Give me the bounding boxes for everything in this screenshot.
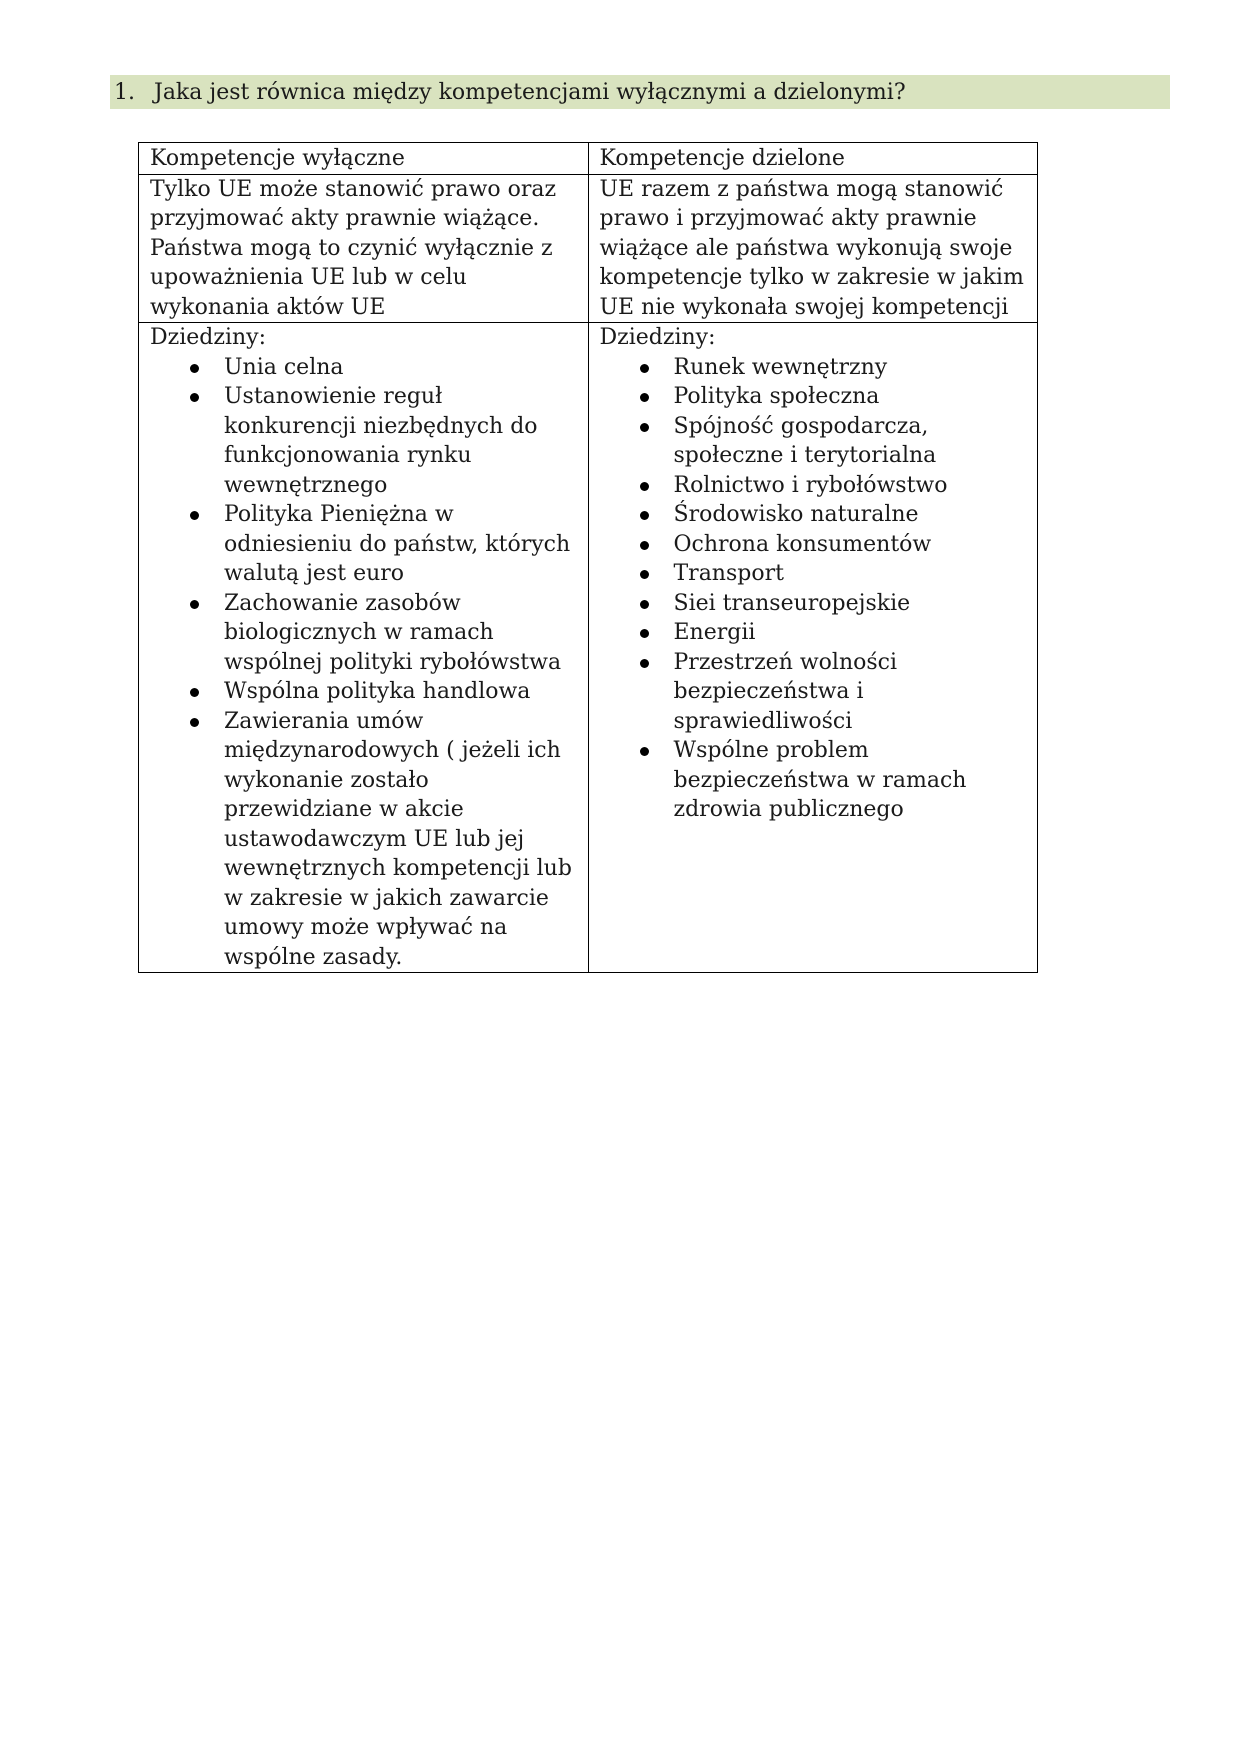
question-number: 1.: [114, 79, 135, 105]
list-item: Runek wewnętrzny: [600, 353, 1028, 383]
list-item: Przestrzeń wolności bezpieczeństwa i sprawiedliwości: [600, 648, 1028, 737]
header-exclusive: Kompetencje wyłączne: [139, 143, 589, 175]
exclusive-domains-list: [150, 353, 578, 973]
list-item: Ustanowienie reguł konkurencji niezbędnych do funkcjonowania rynku wewnętrznego: [150, 382, 578, 500]
description-shared: UE razem z państwa mogą stanowić prawo i przyjmować akty prawnie wiążące ale państwa wykonują swoje kompetencje tylko w zakresie w jakim UE nie wykonała swojej kompetencji: [588, 174, 1038, 323]
list-item: Spójność gospodarcza, społeczne i terytorialna: [600, 412, 1028, 471]
domains-row: [139, 323, 1038, 973]
list-item: Ochrona konsumentów: [600, 530, 1028, 560]
list-item: Energii: [600, 618, 1028, 648]
domains-label: Dziedziny:: [150, 325, 267, 350]
list-item: Transport: [600, 559, 1028, 589]
list-item: Polityka Pieniężna w odniesieniu do państw, których walutą jest euro: [150, 500, 578, 589]
list-item: Wspólna polityka handlowa: [150, 677, 578, 707]
list-item: Polityka społeczna: [600, 382, 1028, 412]
list-item: Rolnictwo i rybołówstwo: [600, 471, 1028, 501]
list-item: Zawierania umów międzynarodowych ( jeżeli ich wykonanie zostało przewidziane w akcie ustawodawczym UE lub jej wewnętrznych kompetencji lub w zakresie w jakich zawarcie umowy może wpływać na wspólne zasady.: [150, 707, 578, 973]
domains-label: Dziedziny:: [599, 325, 716, 350]
shared-domains-list: [600, 353, 1028, 825]
list-item: Unia celna: [150, 353, 578, 383]
description-row: [139, 174, 1038, 323]
list-item: Wspólne problem bezpieczeństwa w ramach zdrowia publicznego: [600, 736, 1028, 825]
competences-table: [138, 142, 1038, 973]
question-heading: [110, 75, 1170, 109]
list-item: Siei transeuropejskie: [600, 589, 1028, 619]
domains-exclusive-cell: [139, 323, 589, 973]
list-item: Środowisko naturalne: [600, 500, 1028, 530]
list-item: Zachowanie zasobów biologicznych w ramach wspólnej polityki rybołówstwa: [150, 589, 578, 678]
question-text: Jaka jest równica między kompetencjami wyłącznymi a dzielonymi?: [154, 79, 906, 105]
description-exclusive: Tylko UE może stanowić prawo oraz przyjmować akty prawnie wiążące. Państwa mogą to czynić wyłącznie z upoważnienia UE lub w celu wykonania aktów UE: [139, 174, 589, 323]
domains-shared-cell: [588, 323, 1038, 973]
header-row: [139, 143, 1038, 175]
header-shared: Kompetencje dzielone: [588, 143, 1038, 175]
